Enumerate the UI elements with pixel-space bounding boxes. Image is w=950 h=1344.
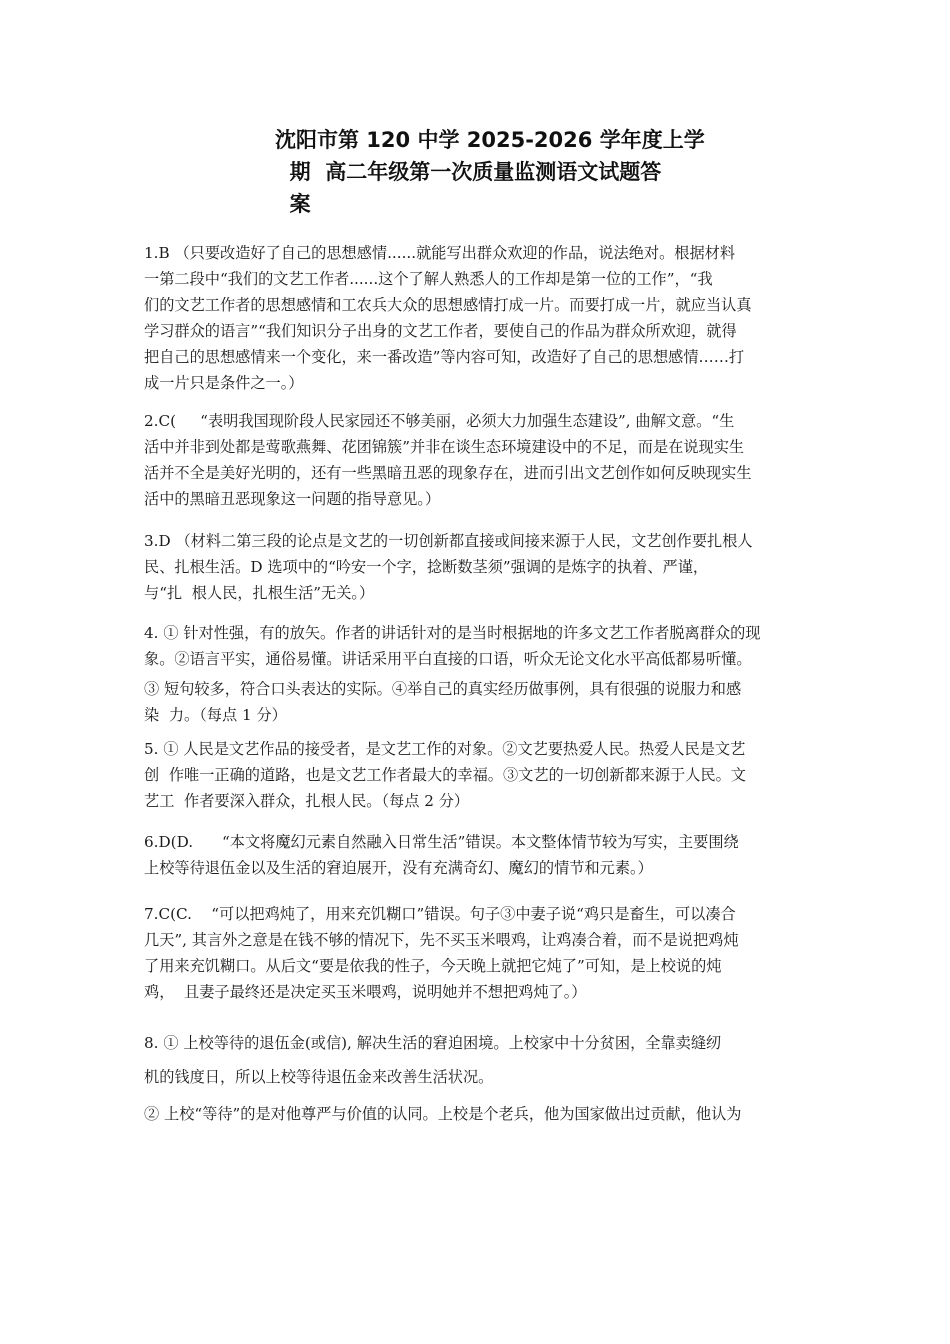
answer-4-continued — [144, 676, 812, 728]
answer-line: 5. ① 人民是文艺作品的接受者，是文艺工作的对象。②文艺要热爱人民。热爱人民是文艺 — [144, 740, 746, 758]
answer-5 — [144, 736, 812, 814]
answer-line: 了用来充饥糊口。从后文“要是依我的性子，今天晚上就把它炖了”可知，是上校说的炖 — [144, 957, 722, 975]
answer-line: 几天”, 其言外之意是在钱不够的情况下，先不买玉米喂鸡，让鸡凑合着，而不是说把鸡炖 — [144, 931, 739, 949]
answer-line: 7.C(C. “可以把鸡炖了，用来充饥糊口”错误。句子③中妻子说“鸡只是畜生，可以凑合 — [144, 905, 736, 923]
answer-line: 们的文艺工作者的思想感情和工农兵大众的思想感情打成一片。而要打成一片，就应当认真 — [144, 296, 752, 314]
answer-line: 活并不全是美好光明的，还有一些黑暗丑恶的现象存在，进而引出文艺创作如何反映现实生 — [144, 464, 752, 482]
answer-3 — [144, 528, 812, 606]
title-line: 案 — [275, 192, 311, 216]
answer-line: 一第二段中“我们的文艺工作者......这个了解人熟悉人的工作却是第一位的工作”，“我 — [144, 270, 713, 288]
answer-line: 染 力。（每点 1 分） — [144, 706, 287, 724]
answer-line: 把自己的思想感情来一个变化，来一番改造”等内容可知，改造好了自己的思想感情……打 — [144, 348, 745, 366]
answer-line: 活中并非到处都是莺歌燕舞、花团锦簇”并非在谈生态环境建设中的不足，而是在说现实生 — [144, 438, 745, 456]
answer-8 — [144, 1026, 812, 1094]
answer-line: 4. ① 针对性强，有的放矢。作者的讲话针对的是当时根据地的许多文艺工作者脱离群众的现 — [144, 624, 761, 642]
answer-line: 上校等待退伍金以及生活的窘迫展开，没有充满奇幻、魔幻的情节和元素。） — [144, 859, 653, 877]
answer-2 — [144, 408, 812, 512]
answer-6 — [144, 829, 812, 881]
answer-line: 成一片只是条件之一。） — [144, 374, 304, 392]
answer-line: 艺工 作者要深入群众，扎根人民。（每点 2 分） — [144, 792, 470, 810]
answer-line: 3.D （材料二第三段的论点是文艺的一切创新都直接或间接来源于人民，文艺创作要扎根人 — [144, 532, 753, 550]
answer-8-continued — [144, 1101, 812, 1127]
answer-7 — [144, 901, 812, 1005]
answer-line: 6.D(D. “本文将魔幻元素自然融入日常生活”错误。本文整体情节较为写实，主要围绕 — [144, 833, 739, 851]
answer-line: 学习群众的语言”“我们知识分子出身的文艺工作者，要使自己的作品为群众所欢迎，就得 — [144, 322, 737, 340]
document-title — [275, 124, 715, 220]
answer-line: 1.B （只要改造好了自己的思想感情......就能写出群众欢迎的作品，说法绝对。根据材料 — [144, 244, 736, 262]
answer-4 — [144, 620, 812, 672]
answer-line: 创 作唯一正确的道路，也是文艺工作者最大的幸福。③文艺的一切创新都来源于人民。文 — [144, 766, 746, 784]
answer-line: ② 上校“等待”的是对他尊严与价值的认同。上校是个老兵，他为国家做出过贡献，他认为 — [144, 1105, 742, 1123]
answer-line: 与“扎 根人民，扎根生活”无关。） — [144, 584, 375, 602]
answer-line: 民、扎根生活。D 选项中的“吟安一个字，捻断数茎须”强调的是炼字的执着、严谨， — [144, 558, 709, 576]
title-line: 期 高二年级第一次质量监测语文试题答 — [275, 160, 662, 184]
answer-line: ③ 短句较多，符合口头表达的实际。④举自己的真实经历做事例，具有很强的说服力和感 — [144, 680, 742, 698]
answer-line: 鸡， 且妻子最终还是决定买玉米喂鸡，说明她并不想把鸡炖了。） — [144, 983, 587, 1001]
answer-line: 8. ① 上校等待的退伍金(或信), 解决生活的窘迫困境。上校家中十分贫困，全靠卖缝纫 — [144, 1034, 722, 1052]
title-line: 沈阳市第 120 中学 2025-2026 学年度上学 — [275, 128, 705, 152]
answer-line: 2.C( “表明我国现阶段人民家园还不够美丽，必须大力加强生态建设”, 曲解文意。“生 — [144, 412, 735, 430]
answer-line: 机的钱度日，所以上校等待退伍金来改善生活状况。 — [144, 1068, 494, 1086]
answer-line: 象。②语言平实，通俗易懂。讲话采用平白直接的口语，听众无论文化水平高低都易听懂。 — [144, 650, 752, 668]
answer-1 — [144, 240, 812, 396]
answer-line: 活中的黑暗丑恶现象这一问题的指导意见。） — [144, 490, 441, 508]
